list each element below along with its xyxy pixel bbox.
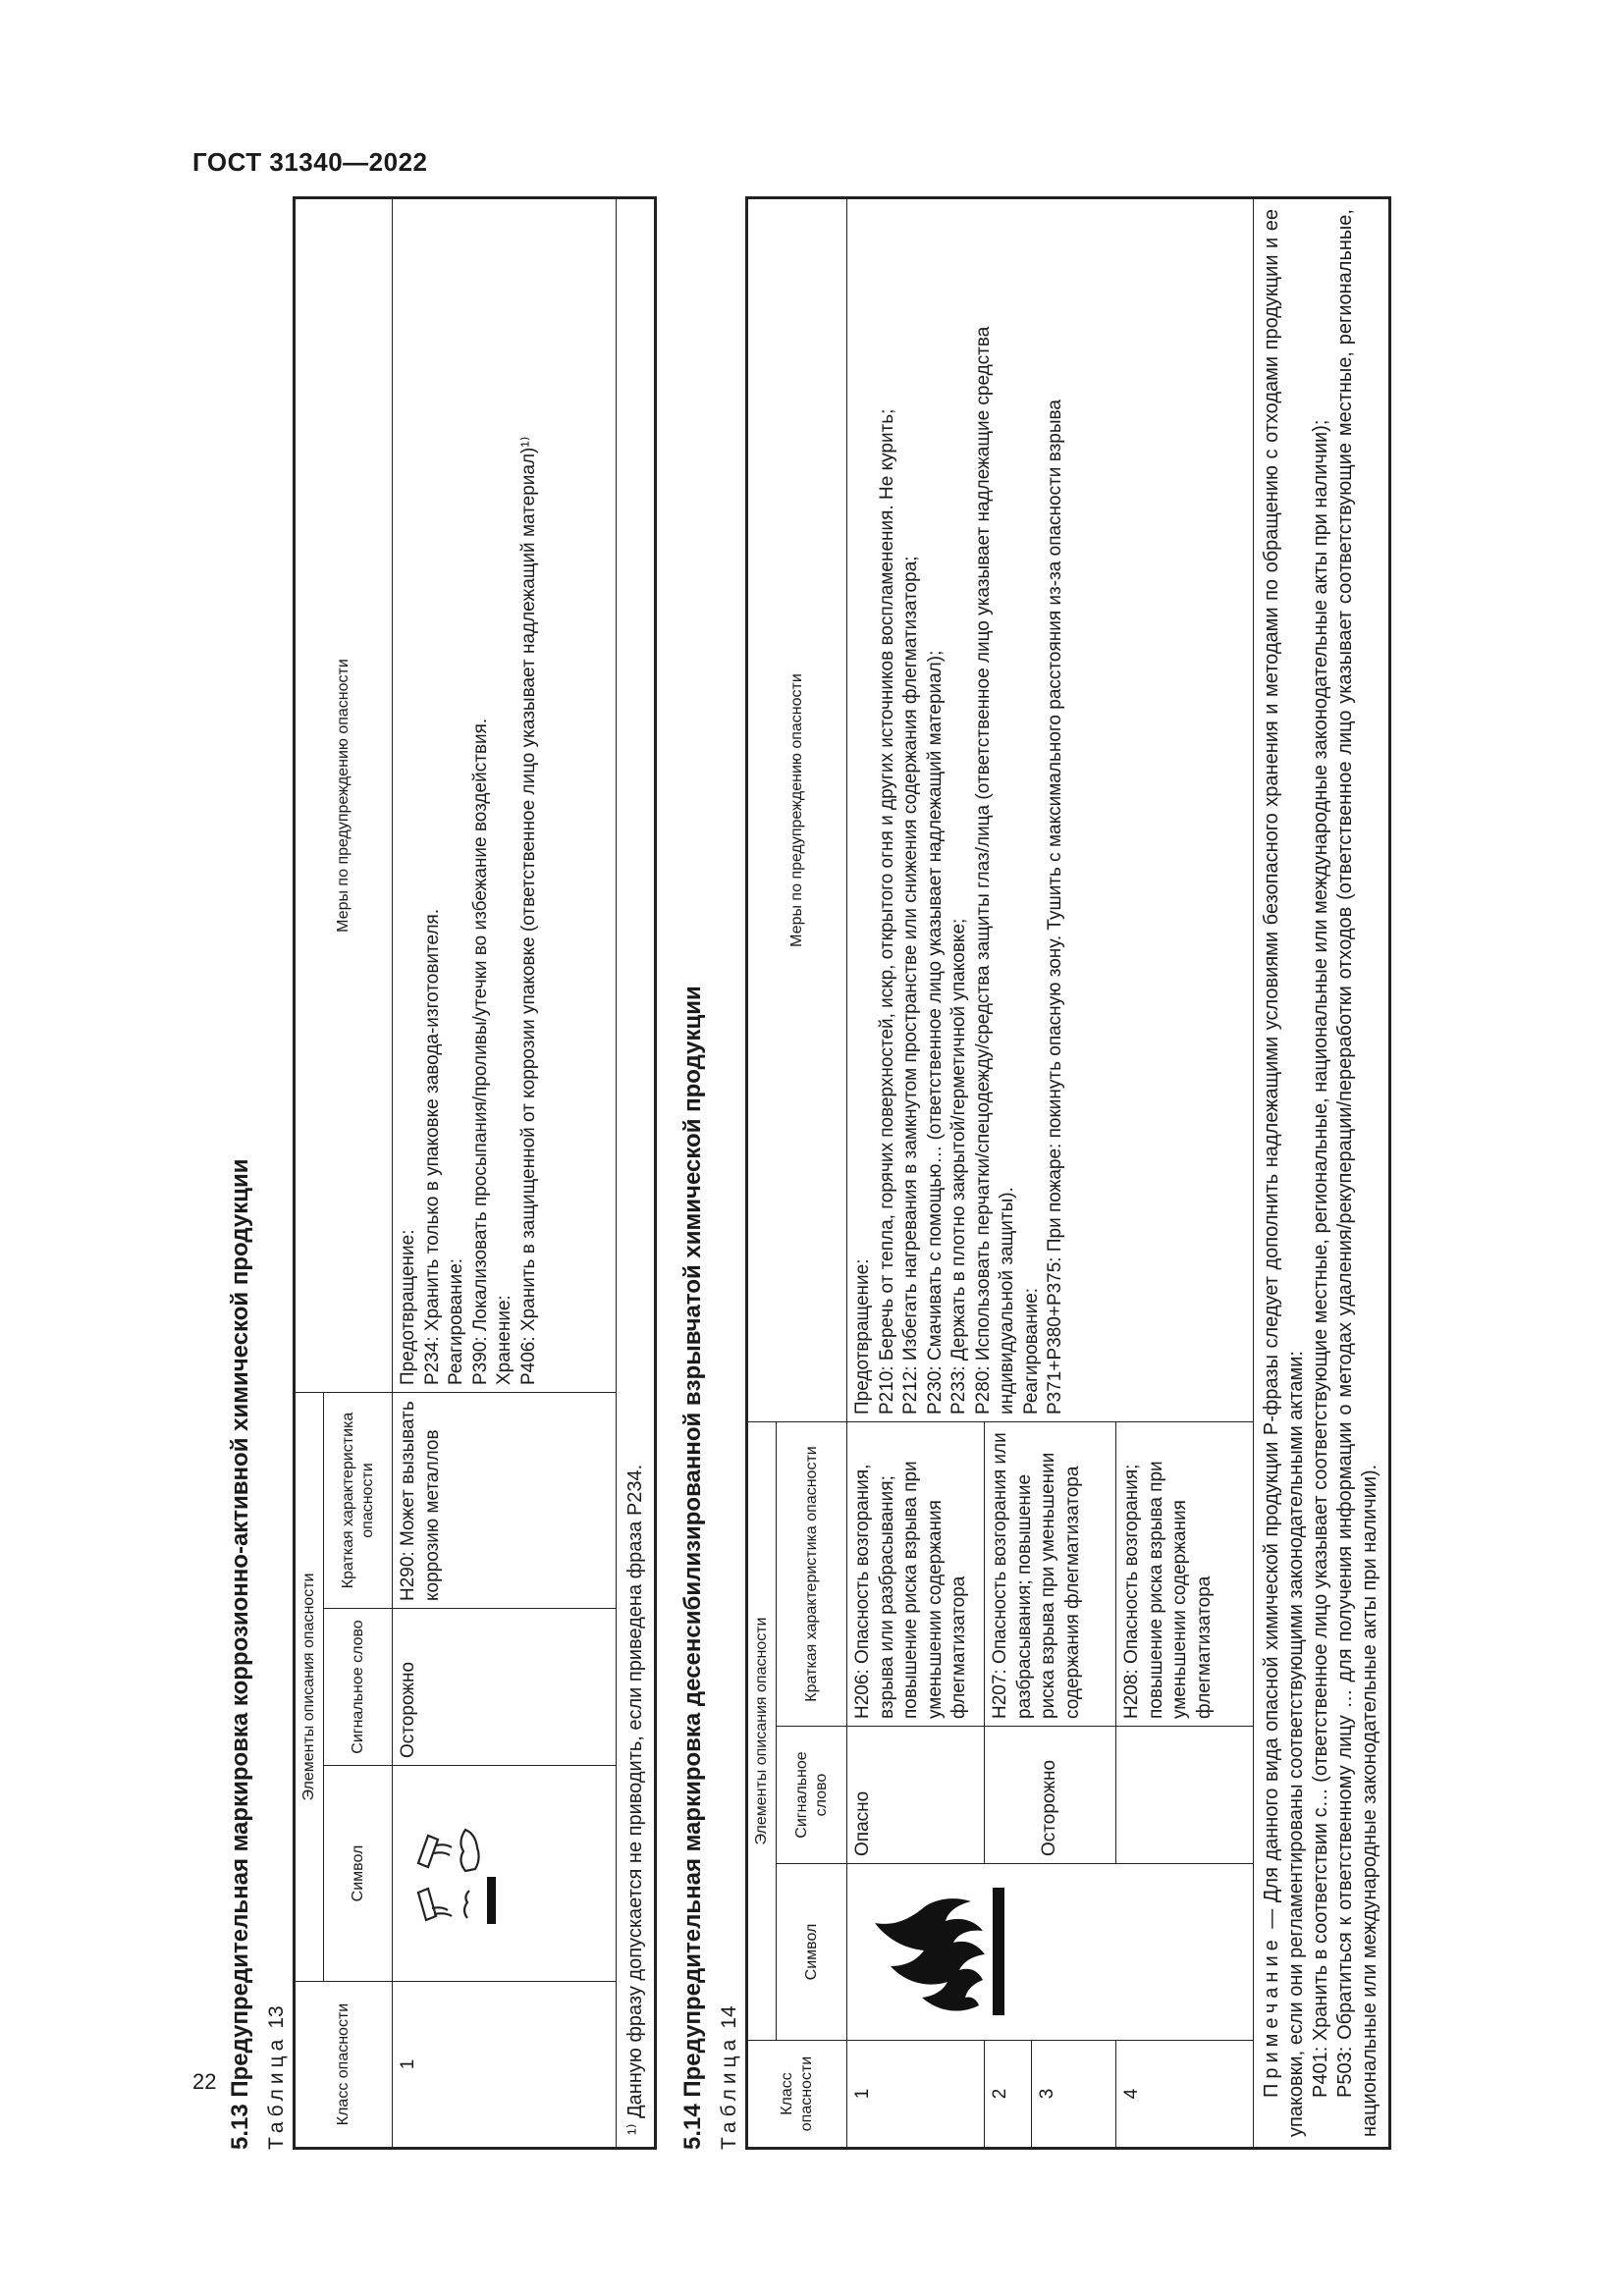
signal-word-warning: Осторожно [985, 1727, 1116, 1864]
header-measures: Меры по предупреждению опасности [747, 198, 847, 1422]
header-elements: Элементы описания опасности [747, 1422, 777, 2041]
measure-line: Хранение: [494, 1295, 514, 1385]
header-brief: Краткая характеристика опасности [777, 1422, 847, 1727]
measure-line: P390: Локализовать просыпания/проливы/утечки во избежание воздействия. [469, 718, 491, 1385]
signal-word-danger: Опасно [847, 1727, 985, 1864]
brief-hazard-cell: H290: Может вызывать коррозию металлов [393, 1393, 617, 1609]
brief-hazard-cell: H206: Опасность возгорания, взрыва или разбрасывания; повышение риска взрыва при уменьшении содержания флегматизатора [847, 1422, 985, 1727]
measure-line: Реагирование: [1020, 1287, 1042, 1415]
flame-pictogram-icon [861, 1879, 1018, 2026]
header-symbol: Символ [324, 1766, 393, 1982]
note-label: Примечание [1261, 1935, 1282, 2098]
class-cell: 2 [985, 2041, 1032, 2149]
header-class: Класс опасности [295, 1982, 393, 2149]
measures-cell [393, 198, 617, 1393]
note-p503: P503: Обратиться к ответственному лицу … для получения информации о методах удаления/рекуперации/переработки отходов (ответственное лицо указывает соответствующие местные, региональные, национальные или международные законодательные акты при наличии). [1334, 209, 1380, 2137]
class-cell: 3 [1032, 2041, 1116, 2149]
section-title-5-14: 5.14 Предупредительная маркировка десенсибилизированной взрывчатой химической продукции [679, 986, 706, 2150]
table-note [1254, 198, 1390, 2149]
measure-line: P212: Избегать нагревания в замкнутом пространстве или снижения содержания флегматизатора; [900, 556, 921, 1415]
header-signal: Сигнальное слово [777, 1727, 847, 1864]
rotated-content [226, 196, 1620, 2150]
class-cell: 1 [393, 1982, 617, 2149]
brief-hazard-cell: H207: Опасность возгорания или разбрасывания; повышение риска взрыва при уменьшении содержания флегматизатора [985, 1422, 1116, 1727]
table-row [393, 198, 617, 2149]
note-text: — Для данного вида опасной химической продукции P-фразы следует дополнить надлежащими условиями безопасного хранения и методами по обращению с отходами продукции и ее упаковки, если они регламентированы соответствующими законодательными актами: [1261, 209, 1307, 2137]
measure-line: P233: Держать в плотно закрытой/герметичной упаковке; [948, 918, 969, 1415]
measures-cell [847, 198, 1254, 1422]
section-title-5-13: 5.13 Предупредительная маркировка коррозионно-активной химической продукции [227, 1158, 253, 2150]
table-number: 13 [265, 2005, 288, 2029]
note-p401: P401: Хранить в соответствии с… (ответственное лицо указывает соответствующие местные, региональные, национальные или международные законодательные акты при наличии); [1310, 419, 1331, 2098]
measure-line: P371+P380+P375: При пожаре: покинуть опасную зону. Тушить с максимального расстояния из-за опасности взрыва [1045, 400, 1065, 1415]
measure-line: P230: Смачивать с помощью… (ответственное лицо указывает надлежащий материал); [924, 650, 946, 1415]
header-signal: Сигнальное слово [324, 1609, 393, 1766]
header-class: Класс опасности [747, 2041, 847, 2149]
page-number: 22 [192, 2069, 217, 2094]
measure-line: Реагирование: [446, 1257, 466, 1385]
table-footnote: ¹⁾ Данную фразу допускается не приводить, если приведена фраза P234. [617, 198, 656, 2149]
corrosion-pictogram-icon [406, 1815, 505, 1933]
brief-hazard-cell: H208: Опасность возгорания; повышение риска взрыва при уменьшении содержания флегматизатора [1116, 1422, 1254, 1727]
table-caption-14 [718, 196, 741, 2150]
measure-line: P406: Хранить в защищенной от коррозии упаковке (ответственное лицо указывает надлежащий материал)¹⁾ [517, 436, 539, 1385]
table-label: Таблица [265, 2034, 288, 2150]
header-symbol: Символ [777, 1864, 847, 2041]
class-cell: 4 [1116, 2041, 1254, 2149]
table-caption-13 [265, 196, 289, 2150]
measure-line: Предотвращение: [852, 1258, 873, 1415]
signal-word-cell: Осторожно [393, 1609, 617, 1766]
header-elements: Элементы описания опасности [295, 1393, 324, 1982]
table-number: 14 [718, 2005, 740, 2029]
measure-line: P280: Использовать перчатки/спецодежду/средства защиты глаз/лица (ответственное лицо указывает надлежащие средства индивидуальной защиты). [972, 326, 1017, 1415]
header-measures: Меры по предупреждению опасности [295, 198, 393, 1393]
symbol-cell [847, 1864, 1254, 2041]
table-row [847, 198, 985, 2149]
table-label: Таблица [718, 2034, 740, 2150]
measure-line: P210: Беречь от тепла, горячих поверхностей, искр, открытого огня и других источников воспламенения. Не курить; [876, 408, 897, 1415]
document-header: ГОСТ 31340—2022 [192, 147, 428, 177]
signal-word-empty [1116, 1727, 1254, 1864]
measure-line: P234: Хранить только в упаковке завода-изготовителя. [421, 908, 443, 1385]
table-13 [293, 196, 657, 2150]
header-brief: Краткая характеристика опасности [324, 1393, 393, 1609]
class-cell: 1 [847, 2041, 985, 2149]
table-14 [745, 196, 1391, 2150]
measure-line: Предотвращение: [398, 1229, 418, 1385]
symbol-cell [393, 1766, 617, 1982]
